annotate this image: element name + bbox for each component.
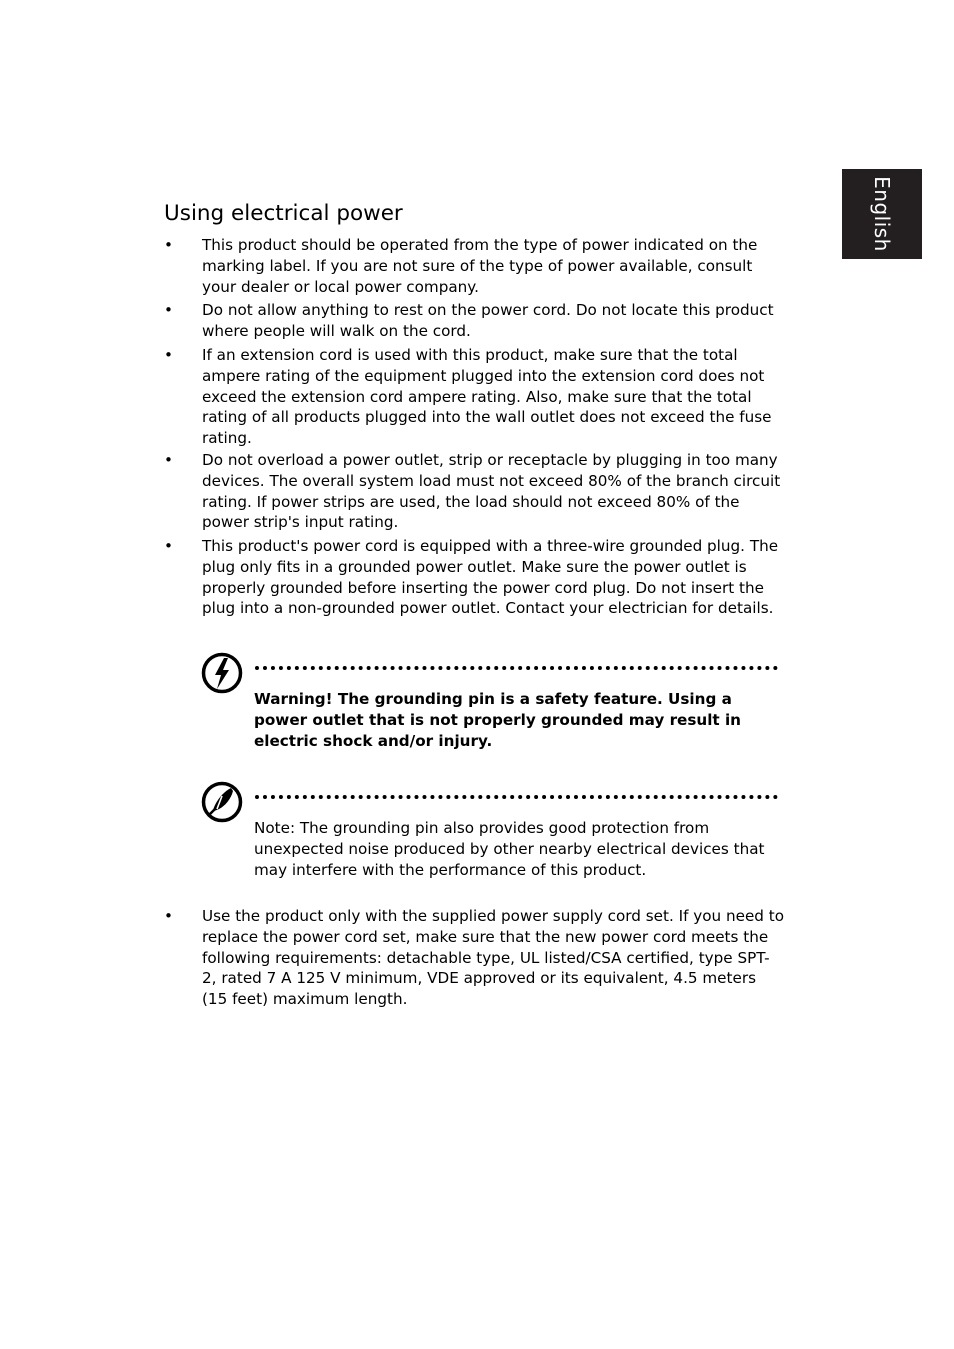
section-title: Using electrical power bbox=[164, 201, 403, 226]
warning-callout bbox=[200, 651, 780, 761]
bullet: • bbox=[164, 301, 173, 319]
warning-lightning-icon bbox=[200, 651, 244, 695]
bullet: • bbox=[164, 907, 173, 925]
list-item-text: If an extension cord is used with this product, make sure that the total ampere rating of the equipment plugged into the extension cord does not exceed the extension cord ampere rating. Also, make sure that the total rating of all products plugged into the wall outlet does not exceed the fuse rating. bbox=[202, 346, 772, 448]
callout-divider bbox=[255, 795, 778, 799]
callout-divider bbox=[255, 666, 778, 670]
note-text: The grounding pin also provides good protection from unexpected noise produced by other nearby electrical devices that may interfere with the performance of this product. bbox=[254, 819, 765, 879]
note-callout bbox=[200, 780, 780, 890]
list-item-text: This product's power cord is equipped with a three-wire grounded plug. The plug only fits in a grounded power outlet. Make sure the power outlet is properly grounded before inserting the power cord plug. Do not insert the plug into a non-grounded power outlet. Contact your electrician for details. bbox=[202, 537, 779, 618]
warning-text: Warning! The grounding pin is a safety feature. Using a power outlet that is not properly grounded may result in electric shock and/or injury. bbox=[254, 690, 741, 750]
language-tab bbox=[842, 169, 922, 259]
note-body bbox=[254, 818, 780, 880]
note-label: Note: bbox=[254, 819, 296, 837]
language-tab-label: English bbox=[870, 176, 894, 252]
bullet: • bbox=[164, 236, 173, 254]
bullet: • bbox=[164, 346, 173, 364]
list-item-text: Do not allow anything to rest on the power cord. Do not locate this product where people will walk on the cord. bbox=[202, 301, 774, 340]
bullet: • bbox=[164, 537, 173, 555]
list-item-text: Do not overload a power outlet, strip or receptacle by plugging in too many devices. The overall system load must not exceed 80% of the branch circuit rating. If power strips are used, the load should not exceed 80% of the power strip's input rating. bbox=[202, 451, 781, 532]
list-item-text: This product should be operated from the type of power indicated on the marking label. If you are not sure of the type of power available, consult your dealer or local power company. bbox=[202, 236, 758, 296]
list-item-text: Use the product only with the supplied power supply cord set. If you need to replace the power cord set, make sure that the new power cord meets the following requirements: detachable type, UL listed/CSA certified, type SPT-2, rated 7 A 125 V minimum, VDE approved or its equivalent, 4.5 meters (15 feet) maximum length. bbox=[202, 907, 785, 1009]
note-pen-icon bbox=[200, 780, 244, 824]
bullet: • bbox=[164, 451, 173, 469]
